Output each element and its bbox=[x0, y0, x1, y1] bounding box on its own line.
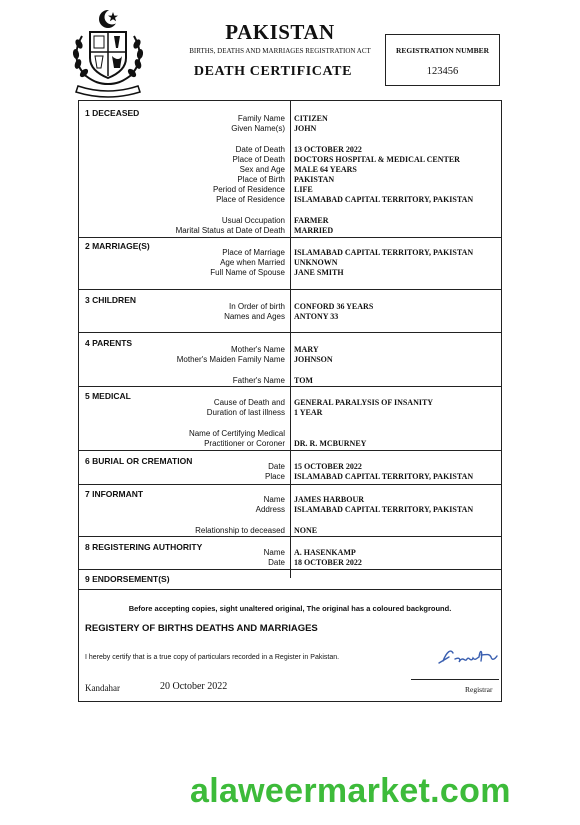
field-value: 15 OCTOBER 2022 bbox=[294, 462, 362, 471]
field-label: Address bbox=[255, 505, 285, 514]
field-value: 18 OCTOBER 2022 bbox=[294, 558, 362, 567]
issue-place: Kandahar bbox=[85, 683, 120, 693]
field-value: CITIZEN bbox=[294, 114, 328, 123]
field-value: PAKISTAN bbox=[294, 175, 335, 184]
column-divider bbox=[290, 101, 291, 578]
field-label: Date bbox=[268, 462, 285, 471]
pakistan-emblem-icon bbox=[68, 6, 148, 98]
field-value: A. HASENKAMP bbox=[294, 548, 356, 557]
field-value: MARRIED bbox=[294, 226, 334, 235]
field-value: ISLAMABAD CAPITAL TERRITORY, PAKISTAN bbox=[294, 248, 474, 257]
field-label: In Order of birth bbox=[228, 302, 285, 311]
field-value: NONE bbox=[294, 526, 318, 535]
registration-number-label: REGISTRATION NUMBER bbox=[396, 46, 489, 55]
registrar-signature bbox=[437, 645, 499, 667]
section-heading-deceased: 1 DECEASED bbox=[85, 108, 140, 118]
certify-text: I hereby certify that is a true copy of particulars recorded in a Register in Pakistan. bbox=[85, 654, 340, 661]
field-value: TOM bbox=[294, 376, 313, 385]
field-label: Place of Marriage bbox=[222, 248, 285, 257]
section-heading-medical: 5 MEDICAL bbox=[85, 391, 131, 401]
section-divider bbox=[79, 289, 501, 290]
watermark-text: alaweermarket.com bbox=[190, 772, 511, 810]
field-label: Names and Ages bbox=[224, 312, 285, 321]
field-label: Practitioner or Coroner bbox=[204, 439, 285, 448]
field-label: Name of Certifying Medical bbox=[188, 429, 285, 438]
field-label: Place of Residence bbox=[216, 195, 285, 204]
accept-note: Before accepting copies, sight unaltered original, The original has a coloured background. bbox=[128, 604, 452, 613]
field-value: JAMES HARBOUR bbox=[294, 495, 365, 504]
field-label: Place bbox=[264, 472, 285, 481]
section-heading-burial: 6 BURIAL OR CREMATION bbox=[85, 456, 193, 466]
section-heading-endorsement: 9 ENDORSEMENT(S) bbox=[85, 574, 170, 584]
field-value: JOHNSON bbox=[294, 355, 333, 364]
field-label: Duration of last illness bbox=[206, 408, 285, 417]
section-heading-parents: 4 PARENTS bbox=[85, 338, 133, 348]
field-label: Place of Death bbox=[232, 155, 285, 164]
field-label: Name bbox=[263, 548, 285, 557]
section-divider bbox=[79, 386, 501, 387]
registrar-label: Registrar bbox=[465, 685, 493, 694]
document-title: DEATH CERTIFICATE bbox=[193, 64, 353, 79]
section-divider bbox=[79, 332, 501, 333]
field-label: Marital Status at Date of Death bbox=[175, 226, 285, 235]
registration-number-value: 123456 bbox=[426, 66, 459, 77]
field-label: Date of Death bbox=[235, 145, 285, 154]
field-label: Date bbox=[268, 558, 285, 567]
field-value: MARY bbox=[294, 345, 319, 354]
field-label: Given Name(s) bbox=[231, 124, 285, 133]
field-label: Name bbox=[263, 495, 285, 504]
field-value: ISLAMABAD CAPITAL TERRITORY, PAKISTAN bbox=[294, 195, 474, 204]
field-label: Full Name of Spouse bbox=[210, 268, 285, 277]
field-value: JANE SMITH bbox=[294, 268, 344, 277]
field-label: Relationship to deceased bbox=[195, 526, 285, 535]
field-value: CONFORD 36 YEARS bbox=[294, 302, 374, 311]
section-heading-children: 3 CHILDREN bbox=[85, 295, 137, 305]
section-heading-informant: 7 INFORMANT bbox=[85, 489, 144, 499]
registry-title: REGISTERY OF BIRTHS DEATHS AND MARRIAGES bbox=[85, 623, 318, 634]
field-value: ISLAMABAD CAPITAL TERRITORY, PAKISTAN bbox=[294, 505, 474, 514]
section-divider bbox=[79, 450, 501, 451]
field-value: ISLAMABAD CAPITAL TERRITORY, PAKISTAN bbox=[294, 472, 474, 481]
field-label: Age when Married bbox=[220, 258, 285, 267]
field-value: 13 OCTOBER 2022 bbox=[294, 145, 362, 154]
signature-line bbox=[411, 679, 499, 680]
field-label: Father's Name bbox=[232, 376, 285, 385]
section-divider bbox=[79, 484, 501, 485]
section-divider bbox=[79, 237, 501, 238]
field-label: Usual Occupation bbox=[221, 216, 285, 225]
certificate-body bbox=[78, 100, 502, 702]
registration-number-box bbox=[385, 34, 500, 86]
field-label: Place of Birth bbox=[237, 175, 285, 184]
field-value: MALE 64 YEARS bbox=[294, 165, 357, 174]
issue-date: 20 October 2022 bbox=[160, 681, 228, 692]
field-value: 1 YEAR bbox=[294, 408, 323, 417]
section-heading-authority: 8 REGISTERING AUTHORITY bbox=[85, 542, 203, 552]
field-value: DR. R. MCBURNEY bbox=[294, 439, 367, 448]
field-value: DOCTORS HOSPITAL & MEDICAL CENTER bbox=[294, 155, 460, 164]
field-label: Mother's Name bbox=[231, 345, 285, 354]
field-value: ANTONY 33 bbox=[294, 312, 339, 321]
field-label: Mother's Maiden Family Name bbox=[176, 355, 285, 364]
section-heading-marriage: 2 MARRIAGE(S) bbox=[85, 241, 150, 251]
country-title: PAKISTAN bbox=[225, 20, 335, 44]
field-label: Cause of Death and bbox=[213, 398, 285, 407]
section-divider bbox=[79, 569, 501, 570]
field-value: FARMER bbox=[294, 216, 329, 225]
registration-act: BIRTHS, DEATHS AND MARRIAGES REGISTRATION ACT bbox=[189, 47, 371, 55]
field-label: Period of Residence bbox=[212, 185, 285, 194]
field-value: JOHN bbox=[294, 124, 317, 133]
field-value: UNKNOWN bbox=[294, 258, 338, 267]
field-value: GENERAL PARALYSIS OF INSANITY bbox=[294, 398, 434, 407]
section-divider bbox=[79, 589, 501, 590]
field-value: LIFE bbox=[294, 185, 313, 194]
field-label: Sex and Age bbox=[239, 165, 285, 174]
section-divider bbox=[79, 536, 501, 537]
field-label: Family Name bbox=[237, 114, 285, 123]
